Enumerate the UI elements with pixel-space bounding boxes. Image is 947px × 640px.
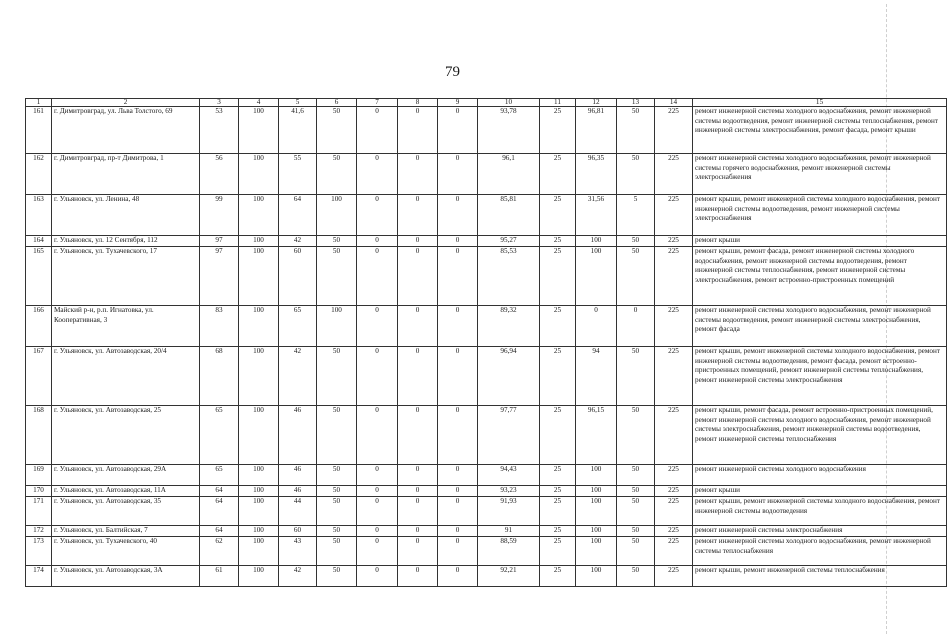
address-cell: г. Ульяновск, ул. Тухачевского, 40 (52, 537, 200, 566)
works-list-cell: ремонт инженерной системы холодного водоснабжения, ремонт инженерной системы водоотведения, ремонт инженерной системы теплоснабжения, ремонт инженерной системы электроснабжения, ремонт фасада, ремонт крыши (693, 107, 947, 154)
row-number-cell: 172 (26, 526, 52, 537)
value-cell: 0 (357, 195, 398, 236)
row-number-cell: 166 (26, 306, 52, 347)
value-cell: 100 (576, 247, 617, 306)
value-cell: 95,27 (478, 236, 540, 247)
value-cell: 97 (200, 247, 239, 306)
column-number-row (26, 99, 947, 107)
row-number-cell: 165 (26, 247, 52, 306)
value-cell: 42 (279, 347, 317, 406)
value-cell: 100 (239, 497, 279, 526)
value-cell: 61 (200, 566, 239, 587)
address-cell: г. Ульяновск, ул. Автозаводская, 29А (52, 465, 200, 486)
value-cell: 0 (398, 247, 438, 306)
value-cell: 50 (617, 347, 655, 406)
value-cell: 50 (617, 107, 655, 154)
value-cell: 96,94 (478, 347, 540, 406)
value-cell: 0 (438, 306, 478, 347)
value-cell: 64 (279, 195, 317, 236)
table-row (26, 486, 947, 497)
value-cell: 60 (279, 526, 317, 537)
value-cell: 100 (239, 526, 279, 537)
value-cell: 93,78 (478, 107, 540, 154)
address-cell: г. Ульяновск, ул. Тухачевского, 17 (52, 247, 200, 306)
value-cell: 25 (540, 107, 576, 154)
value-cell: 0 (398, 347, 438, 406)
value-cell: 25 (540, 195, 576, 236)
value-cell: 0 (438, 537, 478, 566)
value-cell: 50 (617, 236, 655, 247)
value-cell: 0 (438, 107, 478, 154)
column-header: 14 (655, 99, 693, 107)
table-row (26, 526, 947, 537)
works-list-cell: ремонт инженерной системы холодного водоснабжения, ремонт инженерной системы водоотведения, ремонт инженерной системы электроснабжения, ремонт фасада (693, 306, 947, 347)
value-cell: 100 (239, 195, 279, 236)
value-cell: 0 (438, 486, 478, 497)
works-list-cell: ремонт инженерной системы холодного водоснабжения, ремонт инженерной системы теплоснабжения (693, 537, 947, 566)
row-number-cell: 162 (26, 154, 52, 195)
row-number-cell: 164 (26, 236, 52, 247)
row-number-cell: 174 (26, 566, 52, 587)
value-cell: 100 (576, 566, 617, 587)
value-cell: 50 (617, 486, 655, 497)
value-cell: 0 (438, 526, 478, 537)
value-cell: 25 (540, 406, 576, 465)
value-cell: 0 (438, 566, 478, 587)
value-cell: 50 (617, 526, 655, 537)
value-cell: 50 (317, 465, 357, 486)
value-cell: 225 (655, 465, 693, 486)
address-cell: г. Ульяновск, ул. Балтийская, 7 (52, 526, 200, 537)
value-cell: 97,77 (478, 406, 540, 465)
row-number-cell: 171 (26, 497, 52, 526)
value-cell: 50 (317, 247, 357, 306)
value-cell: 0 (398, 537, 438, 566)
value-cell: 68 (200, 347, 239, 406)
table-row (26, 497, 947, 526)
value-cell: 100 (317, 195, 357, 236)
value-cell: 100 (576, 526, 617, 537)
value-cell: 0 (357, 497, 398, 526)
value-cell: 50 (617, 566, 655, 587)
column-header: 10 (478, 99, 540, 107)
table-row (26, 537, 947, 566)
value-cell: 50 (317, 566, 357, 587)
value-cell: 25 (540, 154, 576, 195)
works-list-cell: ремонт крыши (693, 236, 947, 247)
value-cell: 50 (617, 154, 655, 195)
value-cell: 25 (540, 347, 576, 406)
value-cell: 0 (357, 236, 398, 247)
value-cell: 50 (617, 406, 655, 465)
value-cell: 50 (317, 537, 357, 566)
value-cell: 0 (357, 347, 398, 406)
value-cell: 0 (438, 465, 478, 486)
value-cell: 50 (317, 236, 357, 247)
value-cell: 225 (655, 347, 693, 406)
works-list-cell: ремонт крыши, ремонт инженерной системы холодного водоснабжения, ремонт инженерной системы водоотведения, ремонт инженерной системы электроснабжения (693, 195, 947, 236)
address-cell: г. Димитровград, пр-т Димитрова, 1 (52, 154, 200, 195)
value-cell: 44 (279, 497, 317, 526)
value-cell: 225 (655, 486, 693, 497)
value-cell: 96,15 (576, 406, 617, 465)
works-list-cell: ремонт крыши, ремонт фасада, ремонт встроенно-пристроенных помещений, ремонт инженерной системы холодного водоснабжения, ремонт инженерной системы электроснабжения, ремонт инженерной системы водоотведения, ремонт инженерной системы теплоснабжения (693, 406, 947, 465)
value-cell: 46 (279, 465, 317, 486)
value-cell: 0 (398, 306, 438, 347)
value-cell: 0 (398, 154, 438, 195)
table-row (26, 195, 947, 236)
value-cell: 0 (357, 247, 398, 306)
value-cell: 0 (398, 465, 438, 486)
address-cell: г. Ульяновск, ул. Автозаводская, 3А (52, 566, 200, 587)
value-cell: 0 (398, 526, 438, 537)
column-header: 4 (239, 99, 279, 107)
value-cell: 50 (317, 107, 357, 154)
table-row (26, 236, 947, 247)
row-number-cell: 169 (26, 465, 52, 486)
column-header: 13 (617, 99, 655, 107)
value-cell: 225 (655, 497, 693, 526)
value-cell: 85,81 (478, 195, 540, 236)
column-header: 11 (540, 99, 576, 107)
value-cell: 0 (357, 537, 398, 566)
value-cell: 100 (239, 566, 279, 587)
address-cell: г. Ульяновск, ул. Автозаводская, 11А (52, 486, 200, 497)
value-cell: 0 (357, 406, 398, 465)
table-row (26, 247, 947, 306)
value-cell: 25 (540, 486, 576, 497)
value-cell: 225 (655, 236, 693, 247)
value-cell: 100 (576, 486, 617, 497)
value-cell: 50 (617, 537, 655, 566)
address-cell: г. Ульяновск, ул. Ленина, 48 (52, 195, 200, 236)
value-cell: 91 (478, 526, 540, 537)
value-cell: 0 (357, 306, 398, 347)
value-cell: 50 (617, 497, 655, 526)
column-header: 8 (398, 99, 438, 107)
value-cell: 65 (200, 406, 239, 465)
table-row (26, 347, 947, 406)
value-cell: 0 (438, 347, 478, 406)
works-list-cell: ремонт инженерной системы электроснабжения (693, 526, 947, 537)
value-cell: 100 (239, 537, 279, 566)
table-row (26, 306, 947, 347)
value-cell: 0 (398, 566, 438, 587)
value-cell: 100 (239, 236, 279, 247)
value-cell: 62 (200, 537, 239, 566)
value-cell: 56 (200, 154, 239, 195)
value-cell: 50 (317, 526, 357, 537)
value-cell: 100 (576, 537, 617, 566)
value-cell: 0 (357, 486, 398, 497)
table-body (26, 107, 947, 587)
row-number-cell: 161 (26, 107, 52, 154)
value-cell: 25 (540, 497, 576, 526)
value-cell: 43 (279, 537, 317, 566)
row-number-cell: 163 (26, 195, 52, 236)
value-cell: 83 (200, 306, 239, 347)
value-cell: 94,43 (478, 465, 540, 486)
value-cell: 225 (655, 154, 693, 195)
value-cell: 97 (200, 236, 239, 247)
value-cell: 0 (398, 486, 438, 497)
value-cell: 225 (655, 566, 693, 587)
value-cell: 42 (279, 566, 317, 587)
value-cell: 25 (540, 236, 576, 247)
value-cell: 0 (357, 107, 398, 154)
value-cell: 46 (279, 406, 317, 465)
address-cell: г. Ульяновск, ул. Автозаводская, 25 (52, 406, 200, 465)
value-cell: 91,93 (478, 497, 540, 526)
value-cell: 0 (357, 526, 398, 537)
value-cell: 0 (398, 107, 438, 154)
value-cell: 0 (398, 236, 438, 247)
value-cell: 89,32 (478, 306, 540, 347)
value-cell: 225 (655, 526, 693, 537)
value-cell: 64 (200, 526, 239, 537)
works-list-cell: ремонт инженерной системы холодного водоснабжения, ремонт инженерной системы горячего водоснабжения, ремонт инженерной системы электроснабжения (693, 154, 947, 195)
value-cell: 225 (655, 107, 693, 154)
row-number-cell: 170 (26, 486, 52, 497)
column-header: 5 (279, 99, 317, 107)
column-header: 7 (357, 99, 398, 107)
value-cell: 0 (576, 306, 617, 347)
works-list-cell: ремонт крыши, ремонт инженерной системы холодного водоснабжения, ремонт инженерной системы водоотведения, ремонт фасада, ремонт встроенно-пристроенных помещений, ремонт инженерной системы теплоснабжения, ремонт инженерной системы электроснабжения (693, 347, 947, 406)
table-row (26, 406, 947, 465)
value-cell: 0 (617, 306, 655, 347)
column-header: 1 (26, 99, 52, 107)
housing-repair-table (25, 98, 947, 587)
row-number-cell: 167 (26, 347, 52, 406)
value-cell: 50 (617, 247, 655, 306)
value-cell: 0 (438, 236, 478, 247)
value-cell: 100 (239, 247, 279, 306)
value-cell: 99 (200, 195, 239, 236)
value-cell: 65 (279, 306, 317, 347)
row-number-cell: 168 (26, 406, 52, 465)
works-list-cell: ремонт крыши, ремонт инженерной системы холодного водоснабжения, ремонт инженерной системы водоотведения (693, 497, 947, 526)
value-cell: 100 (239, 154, 279, 195)
works-list-cell: ремонт крыши, ремонт фасада, ремонт инженерной системы холодного водоснабжения, ремонт инженерной системы водоотведения, ремонт инженерной системы теплоснабжения, ремонт инженерной системы электроснабжения, ремонт встроенно-пристроенных помещений (693, 247, 947, 306)
value-cell: 0 (438, 497, 478, 526)
value-cell: 100 (576, 465, 617, 486)
value-cell: 31,56 (576, 195, 617, 236)
value-cell: 100 (317, 306, 357, 347)
value-cell: 0 (438, 406, 478, 465)
value-cell: 25 (540, 465, 576, 486)
value-cell: 25 (540, 566, 576, 587)
value-cell: 100 (239, 406, 279, 465)
value-cell: 65 (200, 465, 239, 486)
value-cell: 225 (655, 406, 693, 465)
value-cell: 93,23 (478, 486, 540, 497)
value-cell: 100 (239, 486, 279, 497)
column-header: 2 (52, 99, 200, 107)
value-cell: 5 (617, 195, 655, 236)
value-cell: 0 (357, 465, 398, 486)
address-cell: г. Ульяновск, ул. Автозаводская, 20/4 (52, 347, 200, 406)
value-cell: 50 (317, 486, 357, 497)
page-number: 79 (445, 64, 460, 80)
value-cell: 50 (317, 406, 357, 465)
value-cell: 0 (438, 154, 478, 195)
value-cell: 85,53 (478, 247, 540, 306)
value-cell: 100 (576, 497, 617, 526)
table-row (26, 107, 947, 154)
value-cell: 0 (438, 247, 478, 306)
value-cell: 100 (239, 347, 279, 406)
value-cell: 94 (576, 347, 617, 406)
value-cell: 50 (317, 347, 357, 406)
value-cell: 25 (540, 526, 576, 537)
value-cell: 0 (438, 195, 478, 236)
value-cell: 92,21 (478, 566, 540, 587)
address-cell: Майский р-н, р.п. Игнатовка, ул. Кооперативная, 3 (52, 306, 200, 347)
column-header: 3 (200, 99, 239, 107)
value-cell: 64 (200, 486, 239, 497)
value-cell: 0 (398, 406, 438, 465)
address-cell: г. Димитровград, ул. Льва Толстого, 69 (52, 107, 200, 154)
table-row (26, 154, 947, 195)
value-cell: 100 (576, 236, 617, 247)
address-cell: г. Ульяновск, ул. 12 Сентября, 112 (52, 236, 200, 247)
value-cell: 96,1 (478, 154, 540, 195)
value-cell: 225 (655, 247, 693, 306)
value-cell: 0 (357, 154, 398, 195)
column-header: 12 (576, 99, 617, 107)
works-list-cell: ремонт крыши (693, 486, 947, 497)
value-cell: 100 (239, 107, 279, 154)
value-cell: 41,6 (279, 107, 317, 154)
value-cell: 225 (655, 195, 693, 236)
value-cell: 225 (655, 537, 693, 566)
value-cell: 42 (279, 236, 317, 247)
column-header: 9 (438, 99, 478, 107)
value-cell: 60 (279, 247, 317, 306)
works-list-cell: ремонт инженерной системы холодного водоснабжения (693, 465, 947, 486)
value-cell: 55 (279, 154, 317, 195)
row-number-cell: 173 (26, 537, 52, 566)
value-cell: 100 (239, 306, 279, 347)
value-cell: 50 (317, 154, 357, 195)
value-cell: 96,81 (576, 107, 617, 154)
value-cell: 96,35 (576, 154, 617, 195)
value-cell: 225 (655, 306, 693, 347)
value-cell: 46 (279, 486, 317, 497)
value-cell: 0 (357, 566, 398, 587)
column-header: 15 (693, 99, 947, 107)
value-cell: 25 (540, 247, 576, 306)
works-list-cell: ремонт крыши, ремонт инженерной системы теплоснабжения (693, 566, 947, 587)
value-cell: 64 (200, 497, 239, 526)
value-cell: 25 (540, 537, 576, 566)
value-cell: 50 (317, 497, 357, 526)
value-cell: 100 (239, 465, 279, 486)
value-cell: 0 (398, 497, 438, 526)
table-row (26, 465, 947, 486)
value-cell: 0 (398, 195, 438, 236)
table-row (26, 566, 947, 587)
value-cell: 25 (540, 306, 576, 347)
value-cell: 50 (617, 465, 655, 486)
column-header: 6 (317, 99, 357, 107)
table-header (26, 99, 947, 107)
value-cell: 88,59 (478, 537, 540, 566)
address-cell: г. Ульяновск, ул. Автозаводская, 35 (52, 497, 200, 526)
value-cell: 53 (200, 107, 239, 154)
